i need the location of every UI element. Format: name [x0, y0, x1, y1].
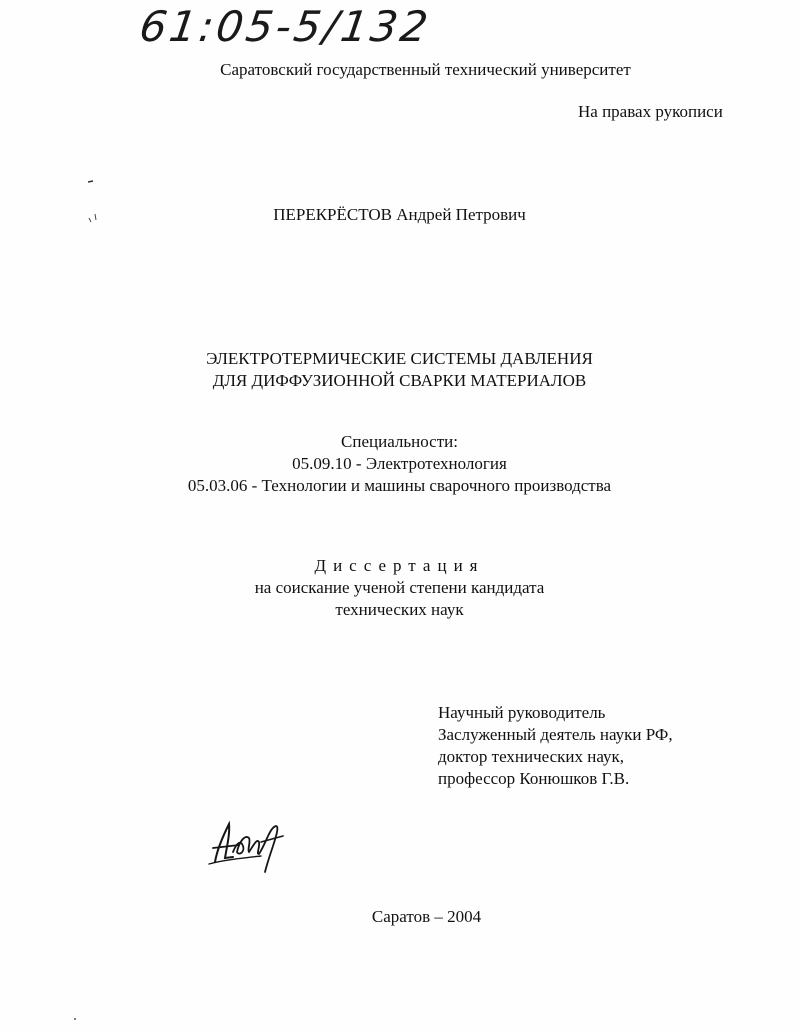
university-name: Саратовский государственный технический университет	[220, 60, 631, 79]
supervisor-line: доктор технических наук,	[438, 747, 625, 766]
supervisor-line: Заслуженный деятель науки РФ,	[438, 725, 673, 744]
thesis-title-line-2: ДЛЯ ДИФФУЗИОННОЙ СВАРКИ МАТЕРИАЛОВ	[212, 371, 587, 390]
city-year: Саратов – 2004	[371, 907, 482, 926]
manuscript-note: На правах рукописи	[578, 102, 723, 121]
scan-speck-icon	[72, 1016, 78, 1022]
supervisor-block	[438, 702, 673, 790]
supervisor-line: Научный руководитель	[438, 703, 606, 722]
specialties-label: Специальности:	[341, 432, 458, 451]
author-name: ПЕРЕКРЁСТОВ Андрей Петрович	[273, 205, 526, 224]
dissertation-line: технических наук	[335, 600, 464, 619]
specialty-item: 05.09.10 - Электротехнология	[292, 454, 507, 473]
handwritten-signature-icon	[203, 812, 288, 882]
archive-number: 61:05-5/132	[136, 2, 434, 51]
dissertation-line: на соискание ученой степени кандидата	[254, 578, 545, 597]
dissertation-heading: Диссертация	[314, 556, 485, 575]
specialty-item: 05.03.06 - Технологии и машины сварочного производства	[187, 476, 612, 495]
supervisor-line: профессор Конюшков Г.В.	[438, 769, 630, 788]
thesis-title-line-1: ЭЛЕКТРОТЕРМИЧЕСКИЕ СИСТЕМЫ ДАВЛЕНИЯ	[206, 349, 593, 368]
